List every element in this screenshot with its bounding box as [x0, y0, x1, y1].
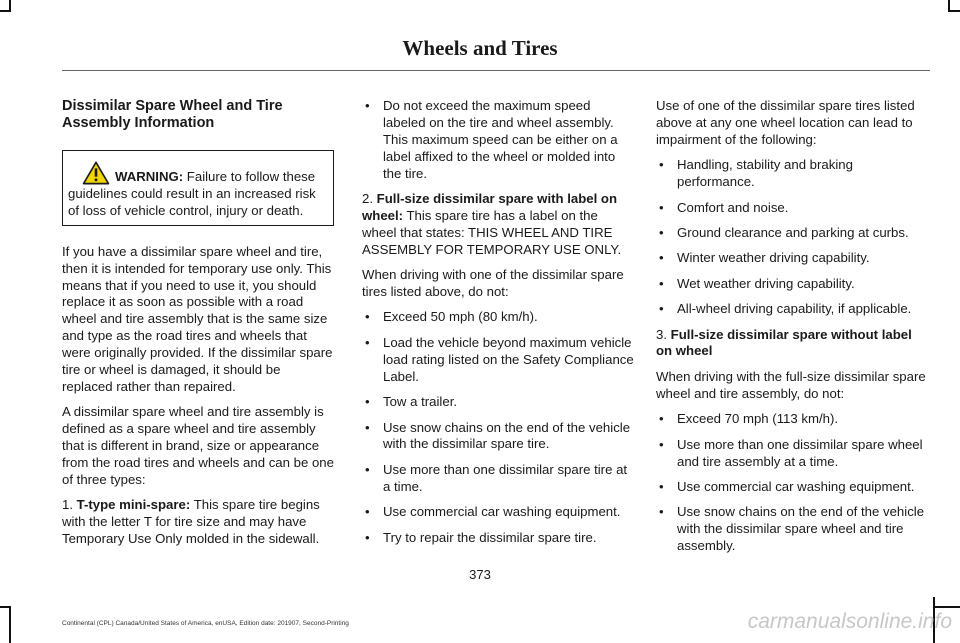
bullet-item: • Winter weather driving capability. [656, 250, 928, 267]
column-left [62, 98, 334, 557]
header-divider [62, 70, 930, 71]
paragraph: If you have a dissimilar spare wheel and tire, then it is intended for temporary use only. This means that if you need to use it, you should replace it as soon as possible with a road wheel and tire assembly that is the same size and type as the road tires and wheels that were originally provided. If the dissimilar spare tire or wheel is damaged, it should be replaced rather than repaired. [62, 243, 333, 394]
bullet-item: • Use snow chains on the end of the vehicle with the dissimilar spare tire. [362, 420, 634, 454]
item-number: 3. [656, 326, 671, 342]
numbered-item [656, 327, 928, 361]
bullet-item: • Try to repair the dissimilar spare tire. [362, 530, 634, 547]
paragraph: When driving with the full-size dissimilar spare wheel and tire assembly, do not: [656, 368, 926, 401]
warning-label: WARNING: [115, 169, 184, 184]
column-right [656, 98, 928, 564]
page-title: Wheels and Tires [402, 36, 558, 60]
edition-info: Continental (CPL) Canada/United States of America, enUSA, Edition date: 201907, Second-Printing [62, 620, 349, 627]
column-middle [362, 98, 634, 555]
crop-mark [0, 10, 11, 12]
crop-mark [933, 606, 960, 608]
numbered-item [362, 191, 634, 259]
warning-text: Failure to follow these guidelines could result in an increased risk of loss of vehicle control, injury or death. [68, 169, 316, 218]
bullet-item: • Wet weather driving capability. [656, 276, 928, 293]
bullet-item: • Use more than one dissimilar spare wheel and tire assembly at a time. [656, 437, 928, 471]
watermark: carmanualsonline.info [747, 610, 952, 633]
bullet-item: • Use more than one dissimilar spare tire at a time. [362, 462, 634, 496]
paragraph: Use of one of the dissimilar spare tires listed above at any one wheel location can lead to impairment of the following: [656, 98, 915, 147]
bullet-item: • Ground clearance and parking at curbs. [656, 225, 928, 242]
item-number: 2. [362, 191, 377, 207]
bullet-item: • Exceed 50 mph (80 km/h). [362, 309, 634, 326]
bullet-item: • Do not exceed the maximum speed labeled on the tire and wheel assembly. This maximum speed can be either on a label affixed to the wheel or molded into the tire. [362, 98, 634, 183]
bullet-item: • All-wheel driving capability, if applicable. [656, 301, 928, 318]
paragraph: A dissimilar spare wheel and tire assembly is defined as a spare wheel and tire assembly that is different in brand, size or appearance from the road tires and wheels and can be one of three types: [62, 404, 334, 487]
item-label: Full-size dissimilar spare without label on wheel [656, 326, 912, 359]
page-number: 373 [469, 567, 491, 582]
item-label: T-type mini-spare: [76, 497, 191, 513]
paragraph: When driving with one of the dissimilar spare tires listed above, do not: [362, 267, 624, 300]
item-label: Full-size dissimilar spare with label on wheel: [362, 191, 618, 223]
warning-box [62, 150, 334, 226]
numbered-item [62, 497, 334, 548]
bullet-item: • Use snow chains on the end of the vehicle with the dissimilar spare wheel and tire assembly. [656, 504, 928, 555]
section-heading: Dissimilar Spare Wheel and Tire Assembly Information [62, 98, 283, 131]
bullet-item: • Use commercial car washing equipment. [362, 504, 634, 521]
crop-mark [9, 606, 11, 643]
warning-triangle-icon [81, 161, 111, 185]
crop-mark [948, 10, 960, 12]
bullet-item: • Comfort and noise. [656, 200, 928, 217]
item-number: 1. [62, 497, 77, 513]
bullet-item: • Load the vehicle beyond maximum vehicle load rating listed on the Safety Compliance Label. [362, 335, 634, 386]
crop-mark [0, 606, 11, 608]
bullet-item: • Tow a trailer. [362, 394, 634, 411]
bullet-item: • Use commercial car washing equipment. [656, 479, 928, 496]
bullet-item: • Exceed 70 mph (113 km/h). [656, 411, 928, 428]
bullet-item: • Handling, stability and braking performance. [656, 157, 928, 191]
item-text: This spare tire begins with the letter T for tire size and may have Temporary Use Only molded in the sidewall. [62, 497, 320, 547]
item-text: This spare tire has a label on the wheel that states: THIS WHEEL AND TIRE ASSEMBLY FOR TEMPORARY USE ONLY. [362, 207, 622, 257]
